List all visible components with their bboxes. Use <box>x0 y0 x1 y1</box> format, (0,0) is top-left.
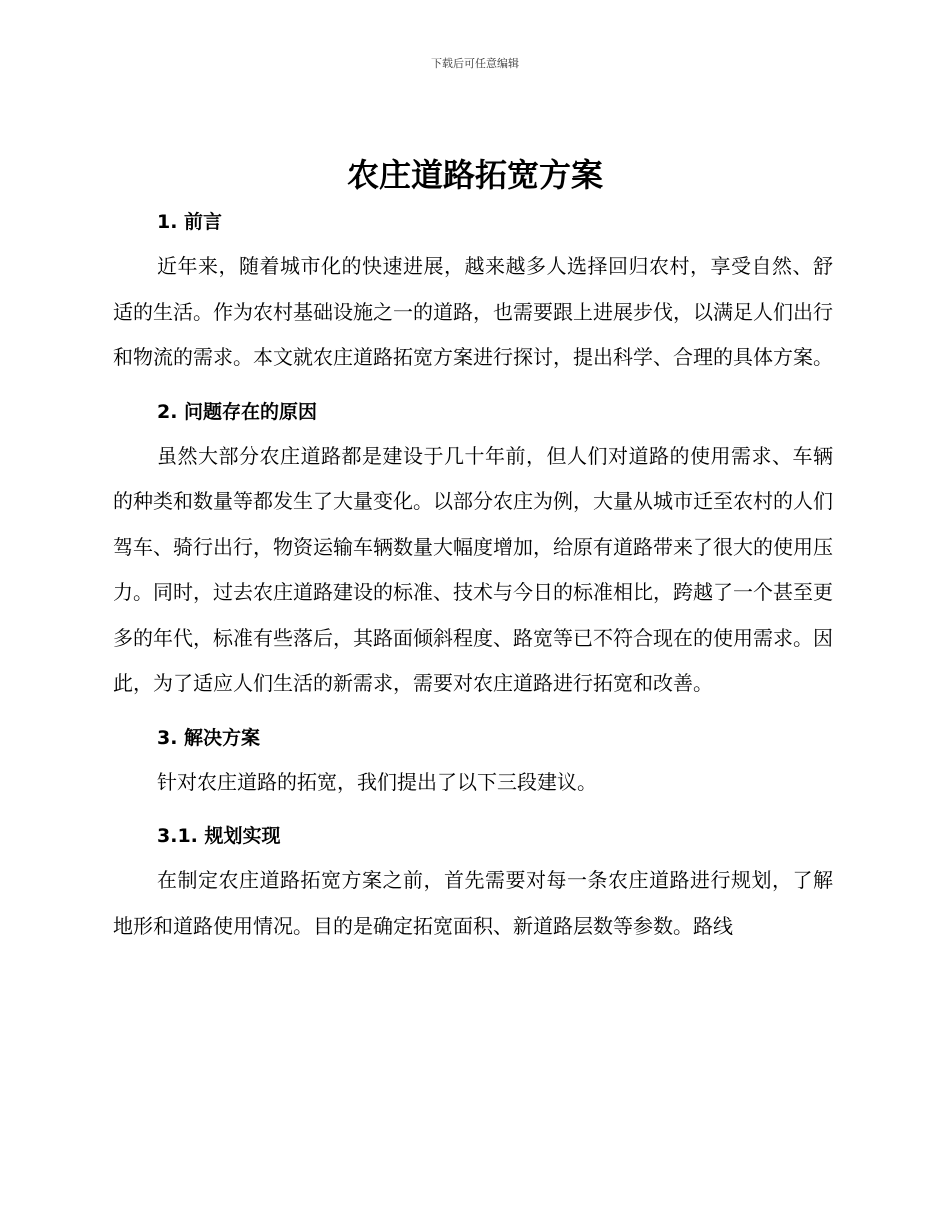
section-heading-solution: 3. 解决方案 <box>157 726 261 749</box>
section-heading-preface: 1. 前言 <box>157 211 223 233</box>
section-paragraph-causes: 虽然大部分农庄道路都是建设于几十年前，但人们对道路的使用需求、车辆的种类和数量等都发生了大量变化。以部分农庄为例，大量从城市迁至农村的人们驾车、骑行出行，物资运输车辆数量大幅度增加，给原有道路带来了很大的使用压力。同时，过去农庄道路建设的标准、技术与今日的标准相比，跨越了一个甚至更多的年代，标准有些落后，其路面倾斜程度、路宽等已不符合现在的使用需求。因此，为了适应人们生活的新需求，需要对农庄道路进行拓宽和改善。 <box>113 443 833 695</box>
section-heading-causes: 2. 问题存在的原因 <box>157 400 318 423</box>
section-paragraph-planning: 在制定农庄道路拓宽方案之前，首先需要对每一条农庄道路进行规划，了解地形和道路使用情况。目的是确定拓宽面积、新道路层数等参数。路线 <box>113 868 833 938</box>
section-heading-planning: 3.1. 规划实现 <box>157 825 281 847</box>
section-paragraph-solution: 针对农庄道路的拓宽，我们提出了以下三段建议。 <box>157 769 597 794</box>
section-paragraph-preface: 近年来，随着城市化的快速进展，越来越多人选择回归农村，享受自然、舒适的生活。作为农村基础设施之一的道路，也需要跟上进展步伐，以满足人们出行和物流的需求。本文就农庄道路拓宽方案进行探讨，提出科学、合理的具体方案。 <box>113 254 833 369</box>
header-note: 下载后可任意编辑 <box>431 57 519 70</box>
document-body <box>113 200 833 949</box>
document-title: 农庄道路拓宽方案 <box>346 156 603 194</box>
